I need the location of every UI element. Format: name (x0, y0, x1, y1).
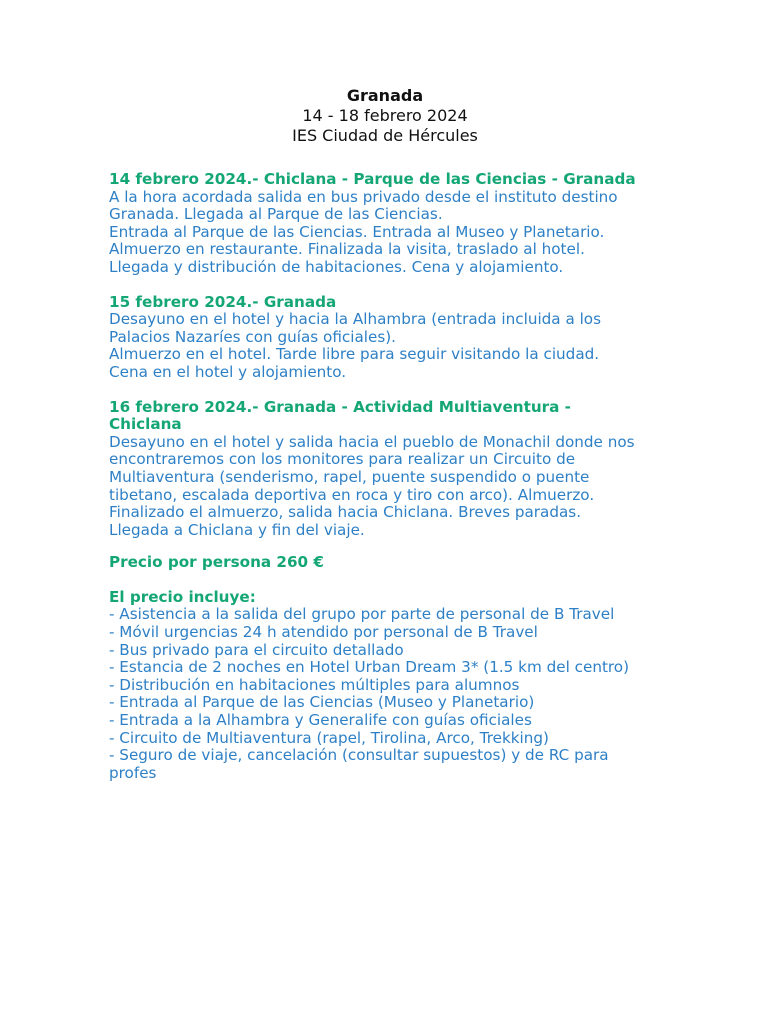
day-body-line: Palacios Nazaríes con guías oficiales). (109, 327, 396, 346)
price-per-person: Precio por persona 260 € (109, 553, 324, 572)
includes-item: - Bus privado para el circuito detallado (109, 640, 404, 659)
day-body-line: tibetano, escalada deportiva en roca y tiro con arco). Almuerzo. (109, 485, 595, 504)
document-title: Granada (346, 86, 424, 105)
includes-item: - Entrada al Parque de las Ciencias (Museo y Planetario) (109, 693, 535, 712)
includes-item: - Móvil urgencias 24 h atendido por personal de B Travel (109, 623, 538, 642)
day-heading-date: 15 febrero 2024. (109, 292, 253, 311)
day-section-3 (109, 399, 669, 540)
day-body-line: A la hora acordada salida en bus privado desde el instituto destino (109, 187, 618, 206)
day-section-2 (109, 294, 669, 382)
day-section-1 (109, 171, 669, 277)
day-body-line: Desayuno en el hotel y hacia la Alhambra (entrada incluida a los (109, 310, 601, 329)
includes-item: - Estancia de 2 noches en Hotel Urban Dream 3* (1.5 km del centro) (109, 658, 630, 677)
school-name: IES Ciudad de Hércules (292, 126, 478, 145)
day-heading-route: - Chiclana - Parque de las Ciencias - Granada (252, 170, 636, 188)
day-body-line: Llegada a Chiclana y fin del viaje. (109, 520, 365, 539)
day-body-line: Entrada al Parque de las Ciencias. Entrada al Museo y Planetario. (109, 222, 605, 241)
includes-item: - Distribución en habitaciones múltiples para alumnos (109, 675, 520, 694)
includes-item: - Circuito de Multiaventura (rapel, Tirolina, Arco, Trekking) (109, 728, 549, 747)
day-body-line: encontraremos con los monitores para realizar un Circuito de (109, 450, 576, 469)
includes-item: - Asistencia a la salida del grupo por parte de personal de B Travel (109, 605, 615, 624)
includes-title: El precio incluye: (109, 587, 256, 606)
day-body-line: Cena en el hotel y alojamiento. (109, 362, 347, 381)
day-body-line: Finalizado el almuerzo, salida hacia Chiclana. Breves paradas. (109, 503, 582, 522)
day-body-line: Desayuno en el hotel y salida hacia el pueblo de Monachil donde nos (109, 432, 635, 451)
day-body-line: Multiaventura (senderismo, rapel, puente suspendido o puente (109, 467, 590, 486)
day-heading-3-continued: Chiclana (109, 415, 182, 434)
includes-item: - Entrada a la Alhambra y Generalife con guías oficiales (109, 711, 532, 730)
price-section (109, 554, 669, 572)
day-body-line: Llegada y distribución de habitaciones. Cena y alojamiento. (109, 257, 564, 276)
day-heading-3 (109, 399, 669, 417)
includes-section (109, 589, 669, 783)
day-heading-date: 14 febrero 2024. (109, 170, 253, 188)
day-heading-route: - Granada - Actividad Multiaventura - (252, 397, 571, 416)
day-body-line: Almuerzo en restaurante. Finalizada la visita, traslado al hotel. (109, 240, 585, 259)
trip-dates: 14 - 18 febrero 2024 (302, 106, 468, 125)
day-body-line: Granada. Llegada al Parque de las Ciencias. (109, 205, 443, 224)
day-heading-route: - Granada (252, 292, 337, 311)
day-body-line: Almuerzo en el hotel. Tarde libre para seguir visitando la ciudad. (109, 345, 600, 364)
includes-item: profes (109, 763, 157, 782)
day-heading-2 (109, 294, 669, 312)
document-page (109, 86, 669, 782)
document-header (101, 86, 669, 146)
includes-item: - Seguro de viaje, cancelación (consultar supuestos) y de RC para (109, 746, 609, 765)
day-heading-date: 16 febrero 2024. (109, 397, 253, 416)
day-heading-1 (109, 171, 669, 189)
